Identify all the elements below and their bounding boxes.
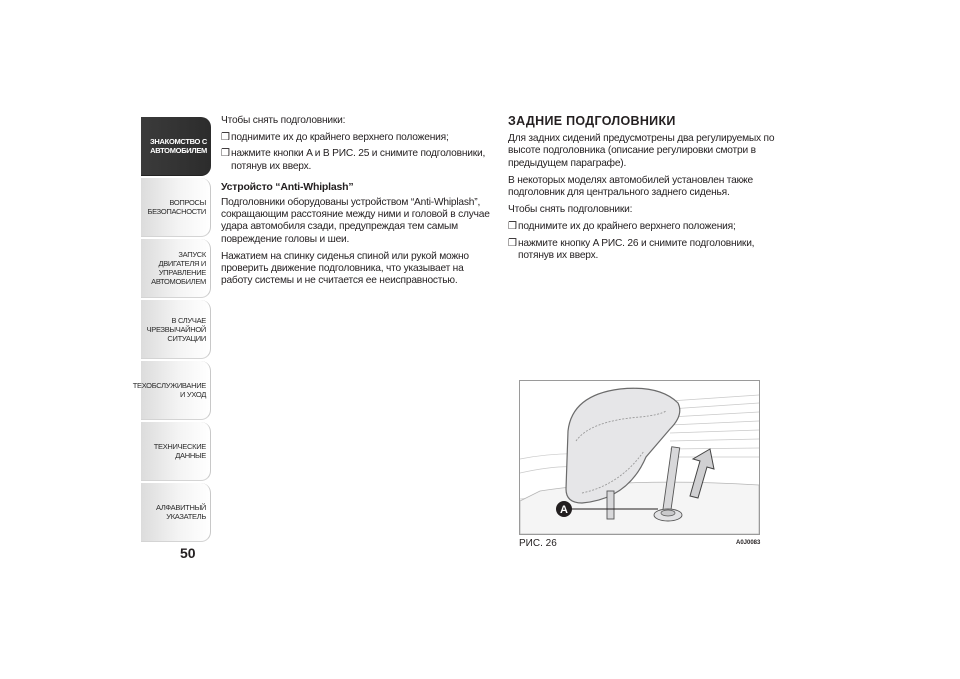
tab-index[interactable]: АЛФАВИТНЫЙ УКАЗАТЕЛЬ (141, 483, 211, 542)
headrest-figure (519, 380, 760, 535)
removal-intro: Чтобы снять подголовники: (508, 204, 633, 216)
bullet-text: нажмите кнопку A РИС. 26 и снимите подголовники, потянув их вверх. (518, 237, 755, 261)
tab-maintenance[interactable]: ТЕХОБСЛУЖИВАНИЕ И УХОД (141, 361, 211, 420)
right-column (508, 115, 780, 266)
tab-technical-data[interactable]: ТЕХНИЧЕСКИЕ ДАННЫЕ (141, 422, 211, 481)
headrest-illustration (520, 381, 759, 534)
bullet-text: поднимите их до крайнего верхнего положения; (518, 221, 736, 233)
left-column (221, 115, 491, 292)
list-item (508, 221, 780, 233)
page-number: 50 (180, 545, 196, 561)
list-item (221, 148, 491, 172)
checkbox-bullet-icon: ❒ (508, 221, 517, 233)
chapter-sidebar (132, 117, 211, 544)
removal-intro: Чтобы снять подголовники: (221, 115, 346, 126)
callout-a-label: A (560, 504, 568, 516)
anti-whiplash-check-paragraph: Нажатием на спинку сиденья спиной или рукой можно проверить движение подголовника, что указывает на работу системы и не считается ее неисправностью. (221, 250, 469, 287)
center-headrest-paragraph: В некоторых моделях автомобилей установлен также подголовник для центрального заднего сиденья. (508, 174, 753, 199)
tab-emergency[interactable]: В СЛУЧАЕ ЧРЕЗВЫЧАЙНОЙ СИТУАЦИИ (141, 300, 211, 359)
checkbox-bullet-icon: ❒ (221, 132, 230, 144)
tab-safety[interactable]: ВОПРОСЫ БЕЗОПАСНОСТИ (141, 178, 211, 237)
figure-code: A0J0083 (736, 540, 761, 546)
rear-headrests-paragraph: Для задних сидений предусмотрены два регулируемых по высоте подголовника (описание регулировки смотри в предыдущем параграфе). (508, 133, 775, 169)
bullet-text: поднимите их до крайнего верхнего положения; (231, 132, 449, 144)
tab-starting-and-driving[interactable]: ЗАПУСК ДВИГАТЕЛЯ И УПРАВЛЕНИЕ АВТОМОБИЛЕМ (141, 239, 211, 298)
figure-caption: РИС. 26 (519, 538, 557, 549)
checkbox-bullet-icon: ❒ (508, 237, 517, 249)
checkbox-bullet-icon: ❒ (221, 148, 230, 160)
tab-getting-to-know-car[interactable]: ЗНАКОМСТВО С АВТОМОБИЛЕМ (141, 117, 211, 176)
list-item (508, 238, 780, 262)
anti-whiplash-paragraph: Подголовники оборудованы устройством “Anti-Whiplash”, сокращающим расстояние между ними и головой в случае удара автомобиля сзади, предупреждая тем самым повреждение головы и шеи. (221, 197, 490, 245)
anti-whiplash-heading: Устройсто “Anti-Whiplash” (221, 180, 354, 193)
list-item (221, 132, 491, 144)
bullet-text: нажмите кнопки A и B РИС. 25 и снимите подголовники, потянув их вверх. (231, 148, 486, 172)
rear-headrests-heading: ЗАДНИЕ ПОДГОЛОВНИКИ (508, 114, 676, 128)
